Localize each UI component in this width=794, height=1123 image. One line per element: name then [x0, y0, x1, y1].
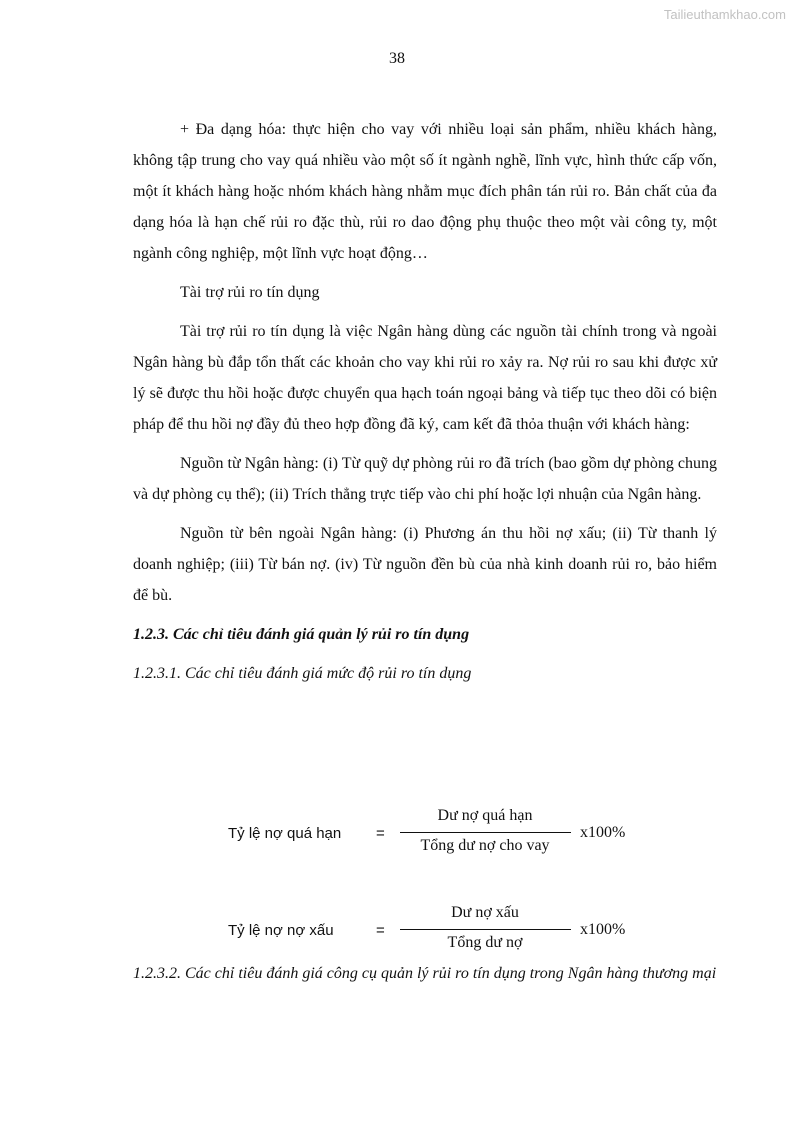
- fraction-line: [400, 832, 571, 833]
- paragraph-external-sources: Nguồn từ bên ngoài Ngân hàng: (i) Phương án thu hồi nợ xấu; (ii) Từ thanh lý doanh nghiệp; (iii) Từ bán nợ. (iv) Từ nguồn đền bù của nhà kinh doanh rủi ro, bảo hiểm để bù.: [133, 525, 717, 604]
- formula-equals: =: [376, 825, 385, 842]
- formula-denominator: Tổng dư nợ cho vay: [420, 837, 550, 854]
- formula-numerator: Dư nợ xấu: [451, 904, 519, 921]
- watermark: Tailieuthamkhao.com: [663, 7, 786, 22]
- document-body-continued: [133, 958, 717, 989]
- paragraph-internal-sources: Nguồn từ Ngân hàng: (i) Từ quỹ dự phòng rủi ro đã trích (bao gồm dự phòng chung và dự phòng cụ thể); (ii) Trích thẳng trực tiếp vào chi phí hoặc lợi nhuận của Ngân hàng.: [133, 455, 717, 503]
- section-heading-1-2-3-1: 1.2.3.1. Các chỉ tiêu đánh giá mức độ rủi ro tín dụng: [133, 665, 472, 682]
- section-heading-1-2-3: 1.2.3. Các chỉ tiêu đánh giá quản lý rủi ro tín dụng: [133, 626, 470, 643]
- formula-overdue-ratio: [0, 807, 794, 867]
- page-number: 38: [389, 50, 405, 67]
- paragraph-financing-title: Tài trợ rủi ro tín dụng: [180, 284, 320, 301]
- paragraph-financing-body: Tài trợ rủi ro tín dụng là việc Ngân hàng dùng các nguồn tài chính trong và ngoài Ngân hàng bù đắp tổn thất các khoản cho vay khi rủi ro xảy ra. Nợ rủi ro sau khi được xử lý sẽ được thu hồi hoặc được chuyển qua hạch toán ngoại bảng và tiếp tục theo dõi có biện pháp để thu hồi nợ đầy đủ theo hợp đồng đã ký, cam kết đã thỏa thuận với khách hàng:: [133, 323, 717, 433]
- section-heading-1-2-3-2: 1.2.3.2. Các chỉ tiêu đánh giá công cụ quản lý rủi ro tín dụng trong Ngân hàng thương mại: [133, 965, 717, 982]
- formula-multiplier: x100%: [580, 921, 626, 938]
- fraction-line: [400, 929, 571, 930]
- document-body: [133, 114, 717, 689]
- formula-multiplier: x100%: [580, 824, 626, 841]
- paragraph-diversification: + Đa dạng hóa: thực hiện cho vay với nhiều loại sản phẩm, nhiều khách hàng, không tập trung cho vay quá nhiều vào một số ít ngành nghề, lĩnh vực, hình thức cấp vốn, một ít khách hàng hoặc nhóm khách hàng nhằm mục đích phân tán rủi ro. Bản chất của đa dạng hóa là hạn chế rủi ro đặc thù, rủi ro dao động phụ thuộc theo một vài công ty, một ngành công nghiệp, một lĩnh vực hoạt động…: [133, 121, 717, 262]
- formula-bad-debt-ratio: [0, 904, 794, 964]
- formula-denominator: Tổng dư nợ: [447, 934, 523, 951]
- formula-label: Tỷ lệ nợ nợ xấu: [228, 922, 334, 939]
- formula-label: Tỷ lệ nợ quá hạn: [228, 825, 342, 842]
- formula-numerator: Dư nợ quá hạn: [437, 807, 533, 824]
- formula-equals: =: [376, 922, 385, 939]
